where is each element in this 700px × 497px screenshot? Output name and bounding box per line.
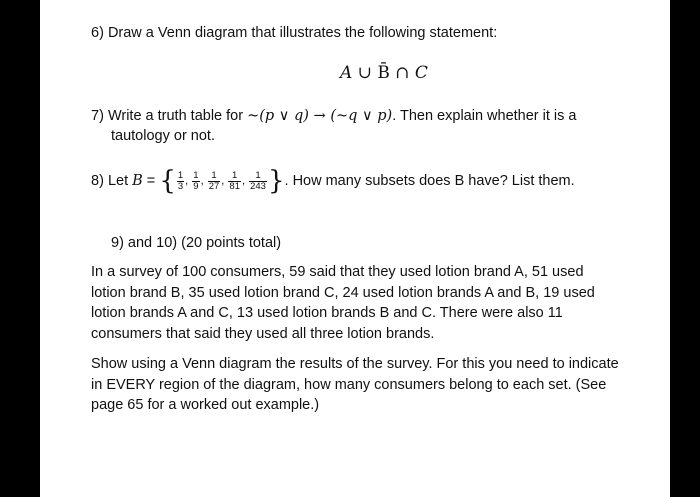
question-6-text: Draw a Venn diagram that illustrates the following statement: — [107, 25, 498, 41]
question-7-text-before: Write a truth table for — [107, 108, 248, 124]
instructions-paragraph: Show using a Venn diagram the results of the survey. For this you need to indicate in EVERY region of the diagram, how many consumers belong to each set. (See page 65 for a worked out example.) — [91, 356, 619, 413]
question-8-let: Let — [107, 173, 133, 189]
equals-sign: = — [142, 173, 160, 189]
fraction — [249, 171, 267, 192]
fraction-denominator: 81 — [229, 180, 240, 192]
open-brace-icon: { — [159, 166, 176, 197]
fraction-separator: , — [200, 175, 207, 188]
question-8-text: . How many subsets does B have? List them. — [284, 173, 575, 189]
question-7-line2: tautology or not. — [111, 128, 215, 144]
question-7 — [91, 107, 577, 125]
logic-formula: ~(p ∨ q) → (~q ∨ p) — [247, 108, 393, 124]
set-name: B — [132, 173, 143, 189]
fraction-numerator: 1 — [177, 169, 184, 181]
fraction-denominator: 27 — [208, 180, 220, 192]
fraction-separator: , — [221, 175, 228, 188]
fraction — [192, 171, 199, 192]
question-6-number: 6) — [91, 25, 104, 41]
question-7-number: 7) — [91, 108, 104, 124]
question-8 — [91, 166, 575, 197]
set-expression — [340, 63, 428, 83]
question-6 — [91, 24, 497, 42]
fraction-numerator: 1 — [208, 171, 221, 182]
fraction-separator: , — [185, 175, 192, 188]
fraction-list — [176, 169, 268, 192]
survey-paragraph: In a survey of 100 consumers, 59 said that they used lotion brand A, 51 used lotion brand B, 35 used lotion brand C, 24 used lotion brands A and B, 19 used lotion brands A and C, 13 used lotion brands B and C. There were also 11 consumers that said they used all three lotion brands. — [91, 264, 595, 342]
fraction-numerator: 1 — [193, 169, 199, 181]
close-brace-icon: } — [267, 166, 285, 197]
set-expression-c: C — [414, 63, 428, 83]
set-expression-operators: ∪ B̄ ∩ — [357, 63, 415, 83]
fraction-denominator: 9 — [193, 180, 199, 192]
fraction-separator: , — [241, 175, 249, 188]
set-expression-a: A — [340, 63, 353, 83]
fraction-numerator: 1 — [249, 171, 267, 182]
fraction — [228, 171, 241, 192]
question-9-10-heading: 9) and 10) (20 points total) — [111, 235, 282, 251]
fraction-numerator: 1 — [228, 171, 241, 182]
fraction-denominator: 243 — [250, 180, 266, 192]
question-8-number: 8) — [91, 173, 104, 189]
question-7-text-after: . Then explain whether it is a — [392, 108, 577, 124]
fraction — [208, 171, 221, 192]
fraction — [177, 171, 184, 192]
document-page — [40, 0, 670, 497]
fraction-denominator: 3 — [177, 180, 184, 192]
